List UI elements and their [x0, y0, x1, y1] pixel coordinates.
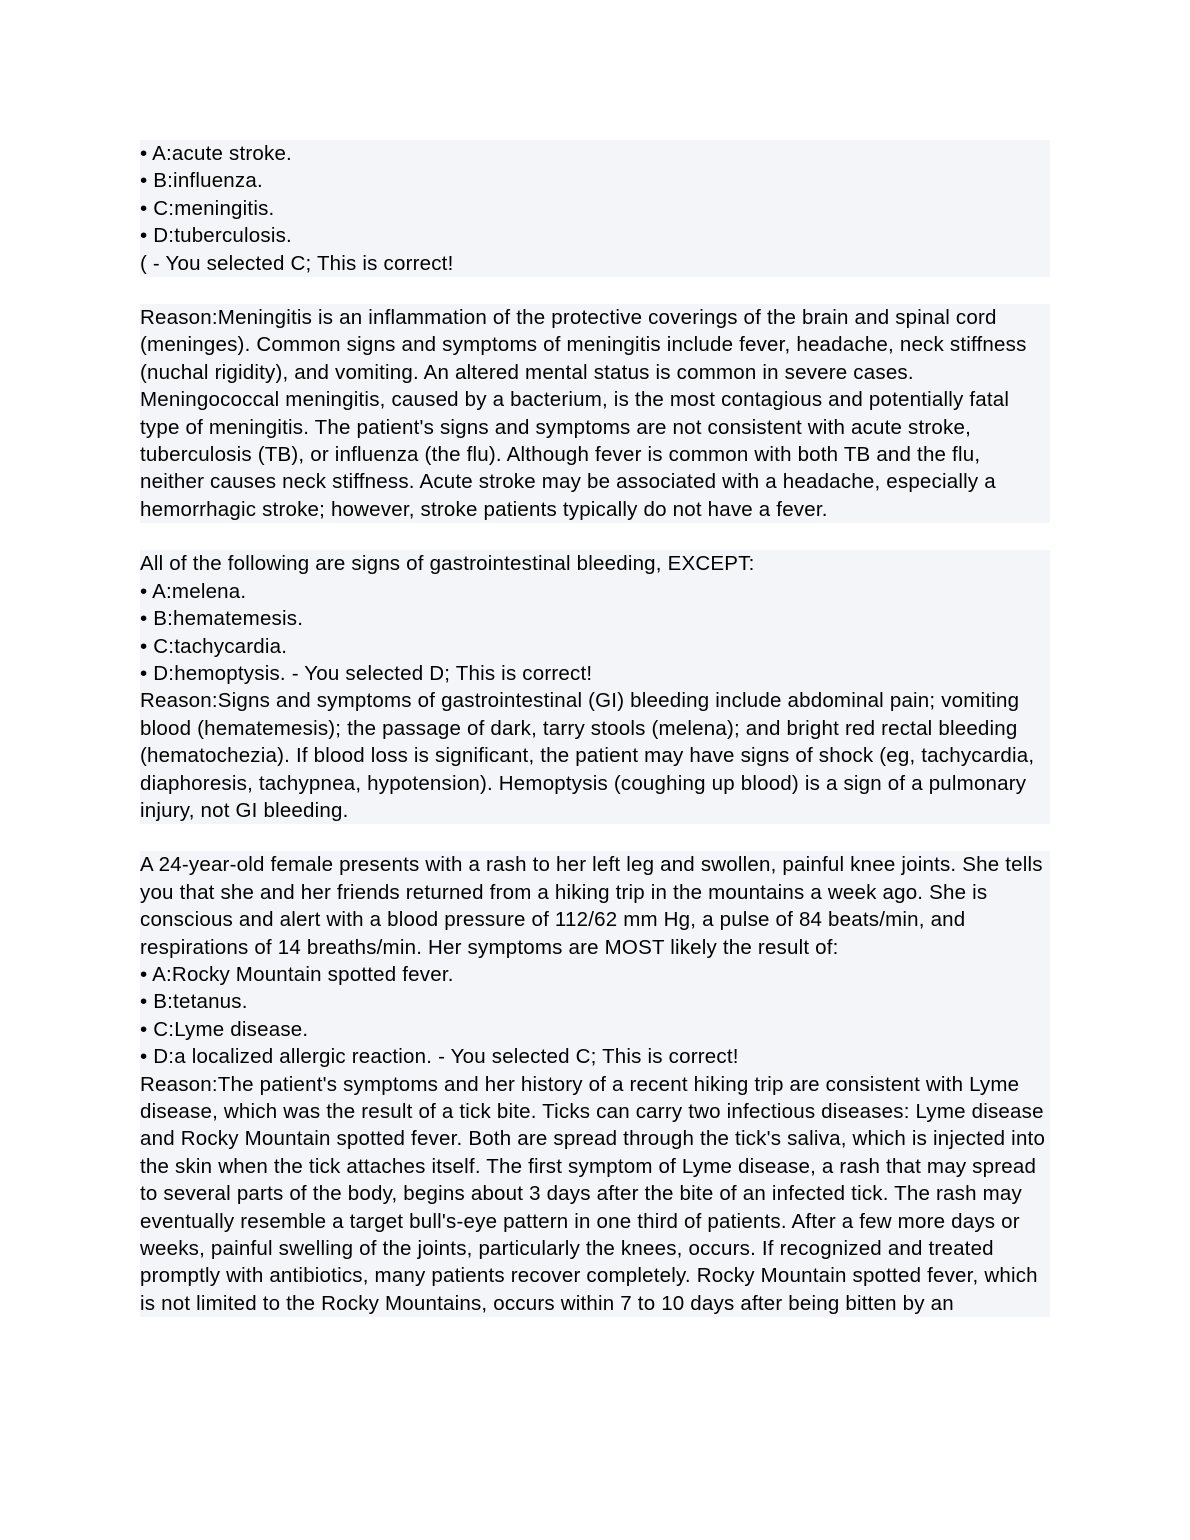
option-line: • C:tachycardia. [140, 633, 1050, 660]
option-line: • B:tetanus. [140, 988, 1050, 1015]
answer-feedback-line: • D:hemoptysis. - You selected D; This is correct! [140, 660, 1050, 687]
question-1-options [140, 140, 1050, 277]
option-line: • A:acute stroke. [140, 140, 1050, 167]
question-2-options [140, 578, 1050, 688]
option-line: • C:meningitis. [140, 195, 1050, 222]
paragraph-spacer [140, 277, 1050, 304]
question-1-rationale: Reason:Meningitis is an inflammation of the protective coverings of the brain and spinal cord (meninges). Common signs and symptoms of meningitis include fever, headache, neck stiffness (nuchal rigidity), and vomiting. An altered mental status is common in severe cases. Meningococcal meningitis, caused by a bacterium, is the most contagious and potentially fatal type of meningitis. The patient's signs and symptoms are not consistent with acute stroke, tuberculosis (TB), or influenza (the flu). Although fever is common with both TB and the flu, neither causes neck stiffness. Acute stroke may be associated with a headache, especially a hemorrhagic stroke; however, stroke patients typically do not have a fever. [140, 304, 1050, 523]
document-body [140, 140, 1050, 1317]
question-3-rationale: Reason:The patient's symptoms and her history of a recent hiking trip are consistent with Lyme disease, which was the result of a tick bite. Ticks can carry two infectious diseases: Lyme disease and Rocky Mountain spotted fever. Both are spread through the tick's saliva, which is injected into the skin when the tick attaches itself. The first symptom of Lyme disease, a rash that may spread to several parts of the body, begins about 3 days after the bite of an infected tick. The rash may eventually resemble a target bull's-eye pattern in one third of patients. After a few more days or weeks, painful swelling of the joints, particularly the knees, occurs. If recognized and treated promptly with antibiotics, many patients recover completely. Rocky Mountain spotted fever, which is not limited to the Rocky Mountains, occurs within 7 to 10 days after being bitten by an [140, 1071, 1050, 1318]
question-2-stem: All of the following are signs of gastrointestinal bleeding, EXCEPT: [140, 550, 1050, 577]
option-line: • A:Rocky Mountain spotted fever. [140, 961, 1050, 988]
paragraph-spacer [140, 824, 1050, 851]
answer-feedback-line: • D:a localized allergic reaction. - You selected C; This is correct! [140, 1043, 1050, 1070]
option-line: • D:tuberculosis. [140, 222, 1050, 249]
option-line: • B:hematemesis. [140, 605, 1050, 632]
option-line: • C:Lyme disease. [140, 1016, 1050, 1043]
paragraph-spacer [140, 523, 1050, 550]
option-line: • B:influenza. [140, 167, 1050, 194]
question-2-rationale: Reason:Signs and symptoms of gastrointestinal (GI) bleeding include abdominal pain; vomiting blood (hematemesis); the passage of dark, tarry stools (melena); and bright red rectal bleeding (hematochezia). If blood loss is significant, the patient may have signs of shock (eg, tachycardia, diaphoresis, tachypnea, hypotension). Hemoptysis (coughing up blood) is a sign of a pulmonary injury, not GI bleeding. [140, 687, 1050, 824]
question-3-options [140, 961, 1050, 1071]
question-3-stem: A 24-year-old female presents with a rash to her left leg and swollen, painful knee joints. She tells you that she and her friends returned from a hiking trip in the mountains a week ago. She is conscious and alert with a blood pressure of 112/62 mm Hg, a pulse of 84 beats/min, and respirations of 14 breaths/min. Her symptoms are MOST likely the result of: [140, 851, 1050, 961]
option-line: • A:melena. [140, 578, 1050, 605]
answer-feedback-line: ( - You selected C; This is correct! [140, 250, 1050, 277]
